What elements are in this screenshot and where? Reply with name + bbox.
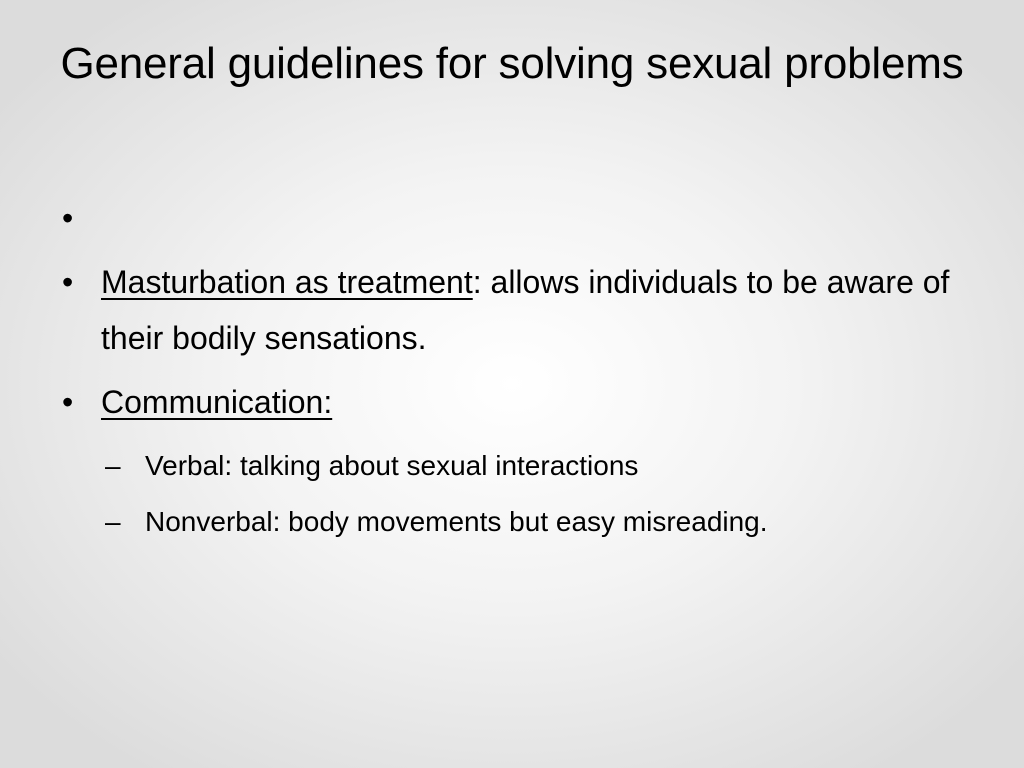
bullet-term: Masturbation as treatment xyxy=(101,264,473,300)
bullet-glyph: • xyxy=(62,384,74,420)
bullet-item-communication xyxy=(60,374,970,430)
bullet-glyph: • xyxy=(62,200,74,236)
dash-glyph: – xyxy=(105,450,121,481)
sub-item-verbal xyxy=(105,438,970,494)
sub-bullet-list xyxy=(60,438,970,550)
dash-glyph: – xyxy=(105,506,121,537)
bullet-list xyxy=(60,190,970,550)
sub-item-nonverbal xyxy=(105,494,970,550)
slide-title: General guidelines for solving sexual problems xyxy=(60,39,964,88)
bullet-term: Communication: xyxy=(101,384,333,420)
bullet-text: : allows individuals to be aware of their bodily sensations. xyxy=(101,264,950,356)
bullet-item-masturbation xyxy=(60,254,970,366)
bullet-glyph: • xyxy=(62,264,74,300)
sub-item-text: Verbal: talking about sexual interactions xyxy=(145,450,639,481)
sub-item-text: Nonverbal: body movements but easy misreading. xyxy=(145,506,768,537)
bullet-item-empty xyxy=(60,190,970,246)
